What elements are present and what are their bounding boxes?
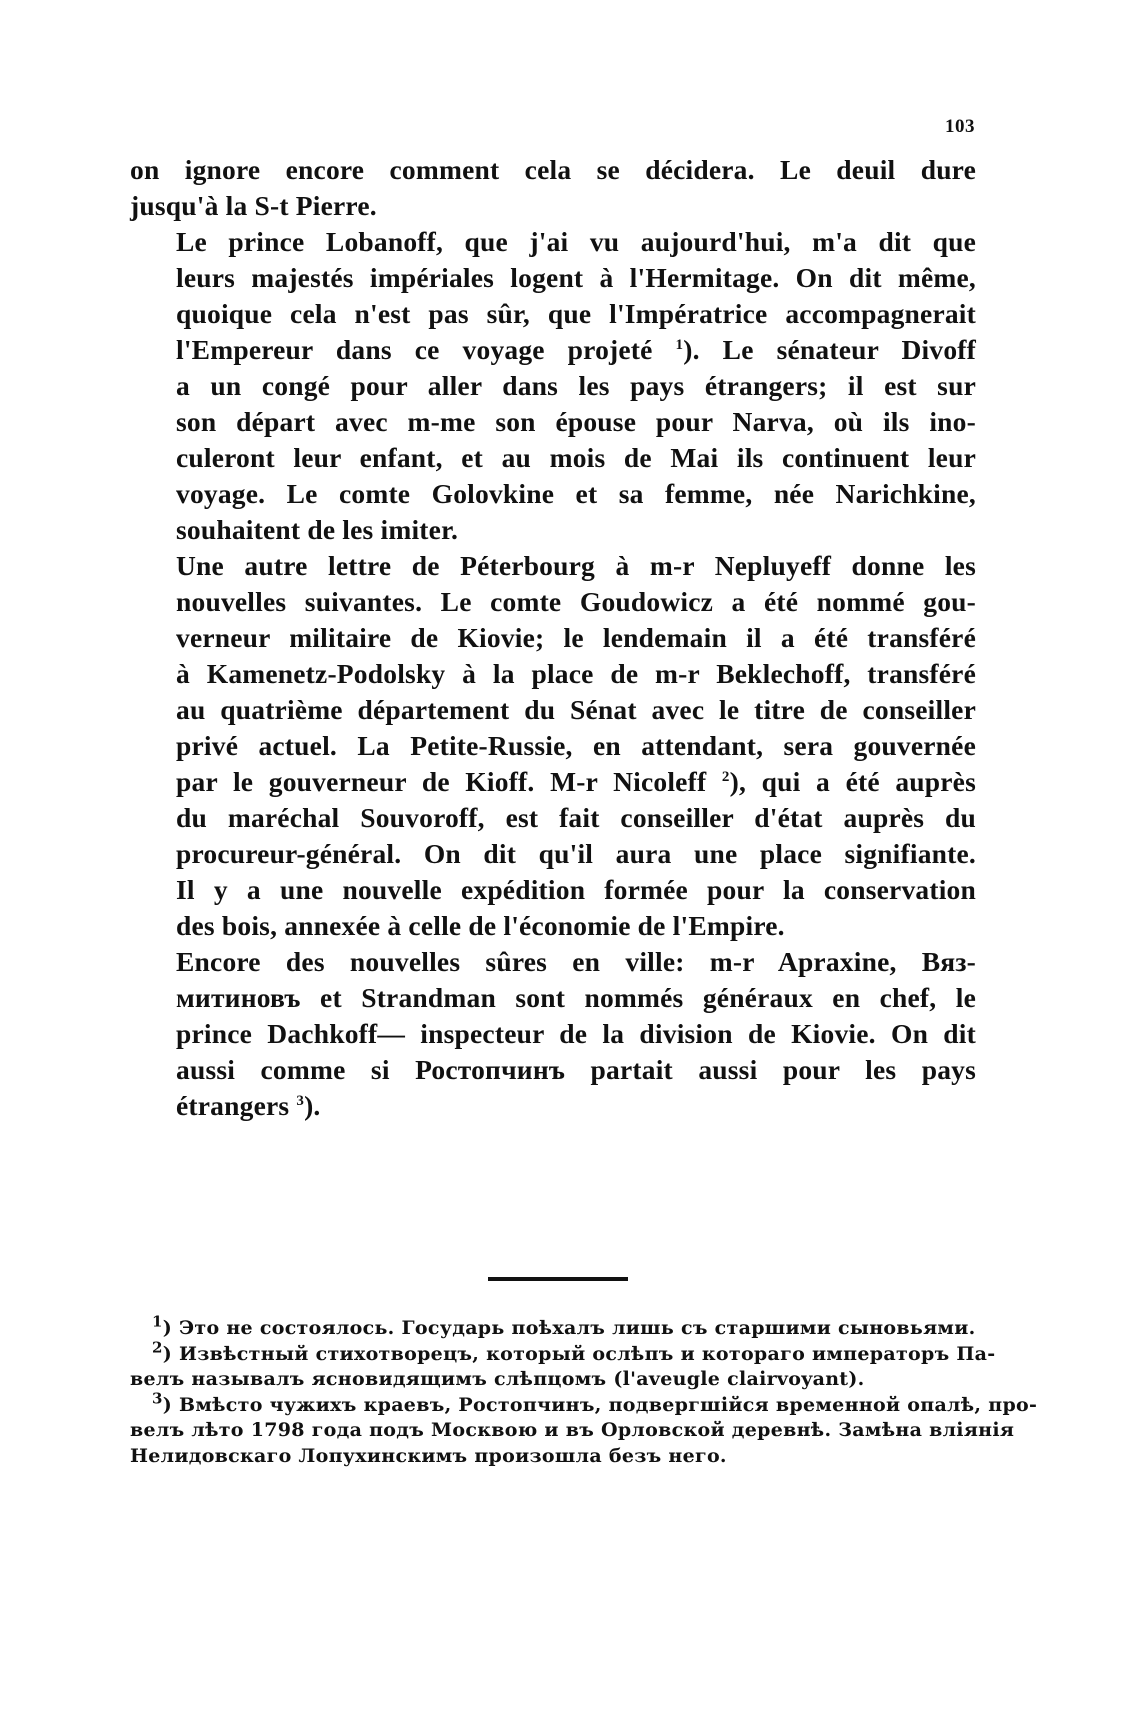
- text-line: à Kamenetz-Podolsky à la place de m-r Beklechoff, transféré: [176, 658, 976, 689]
- footnote-line: $^3$) Вмѣсто чужихъ краевъ, Ростопчинъ, подвергшійся временной опалѣ, про-: [152, 1389, 1038, 1416]
- footnote-divider: [488, 1277, 628, 1281]
- paragraph-1: [130, 152, 976, 224]
- text-fragment: l'Empereur dans ce voyage projeté: [176, 334, 653, 365]
- footnote-ref-3[interactable]: 3: [296, 1092, 305, 1109]
- footnote-text: Вмѣсто чужихъ краевъ, Ростопчинъ, подвергшійся временной опалѣ, про-: [178, 1393, 1038, 1416]
- text-line: des bois, annexée à celle de l'économie de l'Empire.: [176, 910, 785, 941]
- text-line: on ignore encore comment cela se décidera. Le deuil dure: [130, 154, 976, 185]
- footnote-ref-2[interactable]: 2: [721, 768, 730, 785]
- footnote-line: $^2$) Извѣстный стихотворецъ, который ослѣпъ и котораго императоръ Па-: [152, 1338, 996, 1365]
- text-line: souhaitent de les imiter.: [176, 514, 459, 545]
- text-line: son départ avec m-me son épouse pour Narva, où ils ino-: [176, 406, 976, 437]
- footnote-line: Нелидовскаго Лопухинскимъ произошла безъ него.: [130, 1444, 727, 1467]
- footnote-2: [130, 1338, 996, 1393]
- footnote-ref-1[interactable]: 1: [675, 336, 684, 353]
- text-line: voyage. Le comte Golovkine et sa femme, née Narichkine,: [176, 478, 976, 509]
- footnote-marker: 1: [152, 1312, 163, 1331]
- text-line: quoique cela n'est pas sûr, que l'Impératrice accompagnerait: [176, 298, 976, 329]
- footnote-marker: 3: [152, 1389, 163, 1408]
- text-fragment: étrangers: [176, 1090, 290, 1121]
- text-line: Une autre lettre de Péterbourg à m-r Nepluyeff donne les: [176, 550, 976, 581]
- footnote-line: $^1$) Это не состоялось. Государь поѣхалъ лишь съ старшими сыновьями.: [152, 1312, 976, 1339]
- text-line: [130, 1088, 976, 1124]
- text-line: митиновъ et Strandman sont nommés généraux en chef, le: [176, 982, 976, 1013]
- footnote-text: Это не состоялось. Государь поѣхалъ лишь съ старшими сыновьями.: [178, 1317, 976, 1339]
- footnote-text: Извѣстный стихотворецъ, который ослѣпъ и котораго императоръ Па-: [178, 1342, 996, 1365]
- footnote-line: велъ называлъ ясновидящимъ слѣпцомъ (l'aveugle clairvoyant).: [130, 1368, 865, 1390]
- text-line: procureur-général. On dit qu'il aura une place signifiante.: [176, 838, 976, 869]
- paragraph-3: [130, 548, 976, 944]
- text-line: prince Dachkoff— inspecteur de la division de Kiovie. On dit: [176, 1018, 976, 1049]
- main-text: [130, 152, 976, 1124]
- text-fragment: ).: [304, 1090, 321, 1121]
- footnote-line: велъ лѣто 1798 года подъ Москвою и въ Орловской деревнѣ. Замѣна вліянія: [130, 1419, 1015, 1441]
- text-fragment: ). Le sénateur Divoff: [683, 334, 977, 365]
- text-line: privé actuel. La Petite-Russie, en attendant, sera gouvernée: [176, 730, 976, 761]
- text-fragment: par le gouverneur de Kioff. M-r Nicoleff: [176, 766, 707, 797]
- text-line: Encore des nouvelles sûres en ville: m-r Apraxine, Вяз-: [176, 946, 976, 977]
- text-line: a un congé pour aller dans les pays étrangers; il est sur: [176, 370, 976, 401]
- footnote-3: [130, 1389, 1038, 1470]
- text-line: aussi comme si Ростопчинъ partait aussi pour les pays: [176, 1054, 976, 1085]
- text-line: Il y a une nouvelle expédition formée pour la conservation: [176, 874, 976, 905]
- footnote-marker: 2: [152, 1338, 163, 1357]
- footnotes: [130, 1312, 1038, 1469]
- text-fragment: ), qui a été auprès: [729, 766, 976, 797]
- paragraph-2: [130, 224, 976, 548]
- text-line: du maréchal Souvoroff, est fait conseiller d'état auprès du: [176, 802, 976, 833]
- text-line: verneur militaire de Kiovie; le lendemain il a été transféré: [176, 622, 976, 653]
- text-line: au quatrième département du Sénat avec le titre de conseiller: [176, 694, 976, 725]
- text-line: culeront leur enfant, et au mois de Mai ils continuent leur: [176, 442, 976, 473]
- text-line: leurs majestés impériales logent à l'Hermitage. On dit même,: [176, 262, 976, 293]
- text-line: Le prince Lobanoff, que j'ai vu aujourd'hui, m'a dit que: [176, 226, 976, 257]
- page-number: 103: [945, 116, 975, 137]
- paragraph-4: [130, 944, 976, 1124]
- footnote-1: [130, 1312, 976, 1342]
- text-line: nouvelles suivantes. Le comte Goudowicz a été nommé gou-: [176, 586, 976, 617]
- text-line: jusqu'à la S-t Pierre.: [130, 190, 377, 221]
- text-line: [130, 764, 976, 800]
- text-line: [130, 332, 976, 368]
